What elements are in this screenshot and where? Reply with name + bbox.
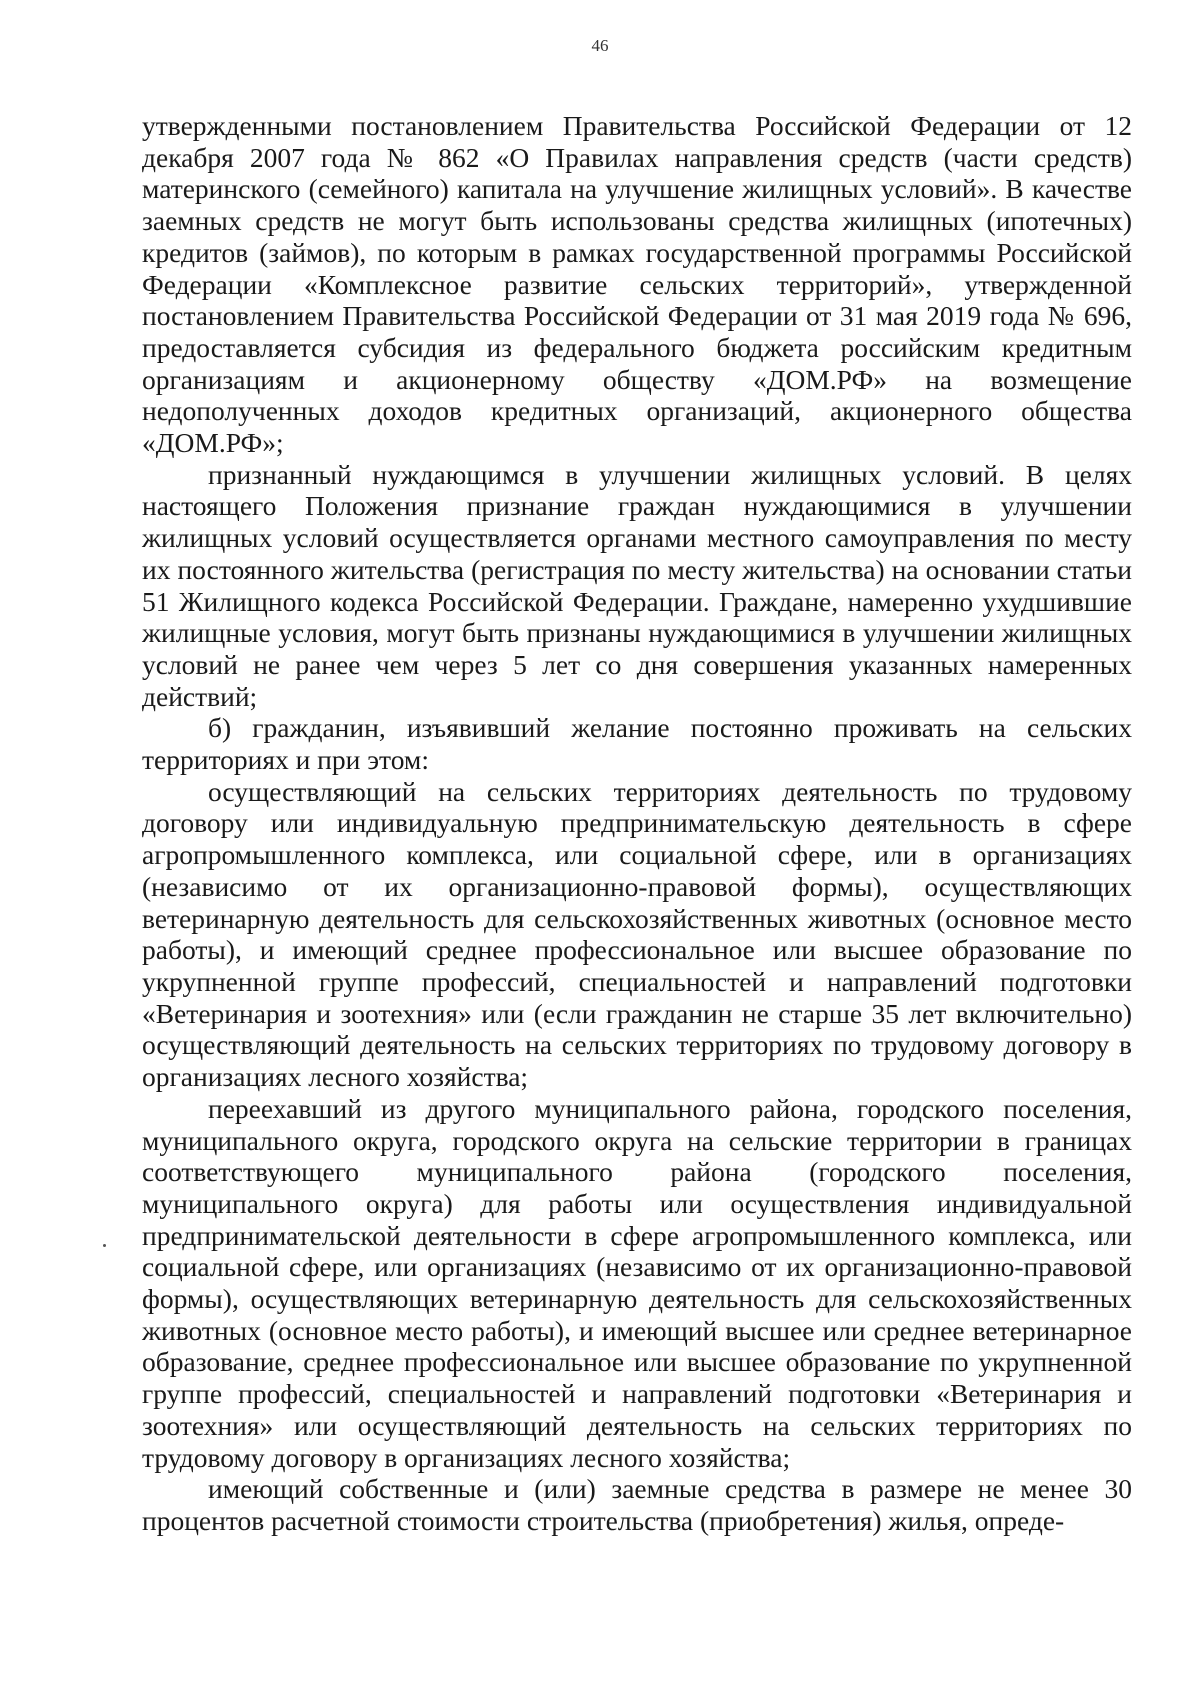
page-number: 46 xyxy=(591,36,609,55)
document-body xyxy=(142,110,1132,1537)
paragraph-1: утвержденными постановлением Правительства Российской Федерации от 12 декабря 2007 года № 862 «О Правилах направления средств (части средств) материнского (семейного) капитала на улучшение жилищных условий». В качестве заемных средств не могут быть использованы средства жилищных (ипотечных) кредитов (займов), по которым в рамках государственной программы Российской Федерации «Комплексное развитие сельских территорий», утвержденной постановлением Правительства Российской Федерации от 31 мая 2019 года № 696, предоставляется субсидия из федерального бюджета российским кредитным организациям и акционерному обществу «ДОМ.РФ» на возмещение недополученных доходов кредитных организаций, акционерного общества «ДОМ.РФ»; xyxy=(142,110,1132,459)
paragraph-6: имеющий собственные и (или) заемные средства в размере не менее 30 процентов расчетной стоимости строительства (приобретения) жилья, опреде- xyxy=(142,1473,1132,1536)
paragraph-2: признанный нуждающимся в улучшении жилищных условий. В целях настоящего Положения признание граждан нуждающимися в улучшении жилищных условий осуществляется органами местного самоуправления по месту их постоянного жительства (регистрация по месту жительства) на основании статьи 51 Жилищного кодекса Российской Федерации. Граждане, намеренно ухудшившие жилищные условия, могут быть признаны нуждающимися в улучшении жилищных условий не ранее чем через 5 лет со дня совершения указанных намеренных действий; xyxy=(142,458,1132,712)
paragraph-3: б) гражданин, изъявивший желание постоянно проживать на сельских территориях и при этом: xyxy=(142,712,1132,776)
paragraph-4: осуществляющий на сельских территориях деятельность по трудовому договору или индивидуальную предпринимательскую деятельность в сфере агропромышленного комплекса, или социальной сфере, или в организациях (независимо от их организационно-правовой формы), осуществляющих ветеринарную деятельность для сельскохозяйственных животных (основное место работы), и имеющий среднее профессиональное или высшее образование по укрупненной группе профессий, специальностей и направлений подготовки «Ветеринария и зоотехния» или (если гражданин не старше 35 лет включительно) осуществляющий деятельность на сельских территориях по трудовому договору в организациях лесного хозяйства; xyxy=(142,775,1132,1093)
scan-dot xyxy=(103,1244,106,1247)
paragraph-5: переехавший из другого муниципального района, городского поселения, муниципального округа, городского округа на сельские территории в границах соответствующего муниципального района (городского поселения, муниципального округа) для работы или осуществления индивидуальной предпринимательской деятельности в сфере агропромышленного комплекса, или социальной сфере, или организациях (независимо от их организационно-правовой формы), осуществляющих ветеринарную деятельность для сельскохозяйственных животных (основное место работы), и имеющий высшее или среднее ветеринарное образование, среднее профессиональное или высшее образование по укрупненной группе профессий, специальностей и направлений подготовки «Ветеринария и зоотехния» или осуществляющий деятельность на сельских территориях по трудовому договору в организациях лесного хозяйства; xyxy=(142,1092,1132,1473)
